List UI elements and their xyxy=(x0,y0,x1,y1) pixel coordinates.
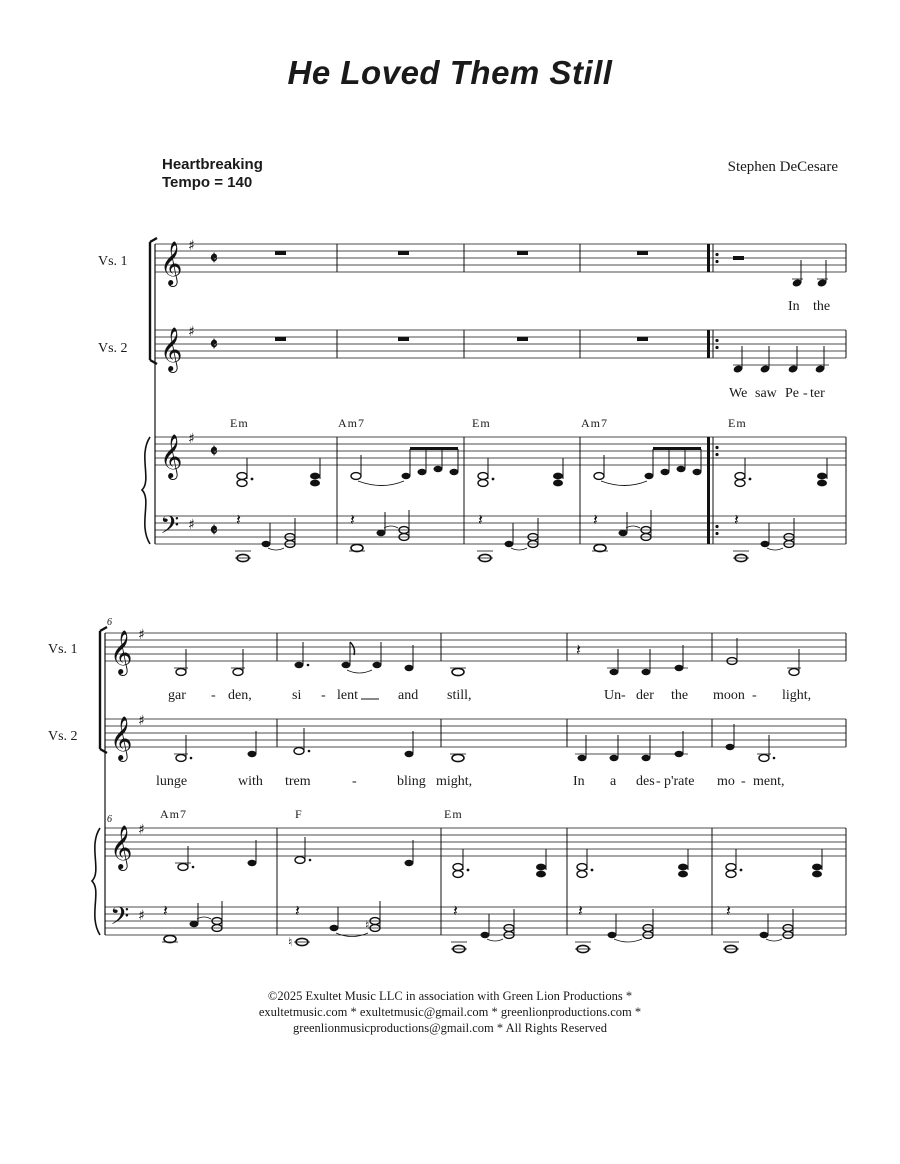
notes-voice-1-system-2 xyxy=(174,638,801,676)
lyric-v2: des xyxy=(636,774,655,789)
whole-rests xyxy=(275,251,744,341)
treble-clef-icon: 𝄞 xyxy=(160,327,183,371)
system-1 xyxy=(98,238,846,562)
measure-number: 6 xyxy=(107,814,112,825)
lyric-v1: si xyxy=(292,688,302,703)
notes-voice-2-m5 xyxy=(733,346,829,374)
quarter-rest-icon: 𝄽 xyxy=(734,510,739,529)
piano-brace xyxy=(142,437,150,544)
lyric-v1: light, xyxy=(782,688,812,703)
lyric-v1: and xyxy=(398,688,419,703)
tempo-bpm: Tempo = 140 xyxy=(162,174,253,191)
sharp-icon: ♯ xyxy=(188,517,195,533)
lyric-v1: gar xyxy=(168,688,186,703)
common-time-icon: 𝄵 xyxy=(210,249,218,269)
chord-symbol: Em xyxy=(444,807,463,821)
chord-symbol: Em xyxy=(230,416,249,430)
score-title: He Loved Them Still xyxy=(287,54,613,91)
piano-bass-notes-system-1 xyxy=(235,510,794,562)
quarter-rest-icon: 𝄽 xyxy=(350,510,355,529)
lyric-v1: still, xyxy=(447,688,472,703)
chord-symbol: Em xyxy=(728,416,747,430)
quarter-rest-icon: 𝄽 xyxy=(576,640,581,659)
sharp-icon: ♯ xyxy=(188,324,195,340)
chord-symbol: Am7 xyxy=(338,416,365,430)
bass-clef-icon: 𝄢 xyxy=(110,902,130,937)
copyright-footer xyxy=(0,988,900,1036)
lyric-v1: - xyxy=(752,688,757,703)
lyric-v2: - xyxy=(741,774,746,789)
treble-clef-icon: 𝄞 xyxy=(110,825,133,869)
sharp-icon: ♯ xyxy=(188,238,195,254)
lyric-v2: ment, xyxy=(753,774,785,789)
lyric-v2: trem xyxy=(285,774,311,789)
natural-icon: ♮ xyxy=(288,935,293,949)
lyric-v2: - xyxy=(352,774,357,789)
lyric-v2: - xyxy=(803,386,808,401)
lyric-v2: might, xyxy=(436,774,473,789)
common-time-icon: 𝄵 xyxy=(210,442,218,462)
quarter-rest-icon: 𝄽 xyxy=(478,510,483,529)
quarter-rest-icon: 𝄽 xyxy=(295,901,300,920)
staff-piano-treble xyxy=(155,437,846,465)
quarter-rest-icon: 𝄽 xyxy=(726,901,731,920)
lyric-v1: In xyxy=(788,299,800,314)
lyric-v2: ter xyxy=(810,386,825,401)
natural-icon: ♮ xyxy=(365,918,370,932)
composer-credit: Stephen DeCesare xyxy=(727,159,838,175)
footer-line: exultetmusic.com * exultetmusic@gmail.com * greenlionproductions.com * xyxy=(258,1005,642,1019)
lyrics-voice-1 xyxy=(168,688,811,703)
lyric-v1: the xyxy=(813,299,831,314)
lyric-v1: the xyxy=(671,688,689,703)
lyric-v2: bling xyxy=(397,774,426,789)
notes-voice-2-system-2 xyxy=(174,724,775,762)
part-label-voice-1: Vs. 1 xyxy=(48,642,78,657)
measure-number: 6 xyxy=(107,617,112,628)
lyric-v1: - xyxy=(211,688,216,703)
lyric-v1: - xyxy=(321,688,326,703)
chord-symbol: Am7 xyxy=(581,416,608,430)
treble-clef-icon: 𝄞 xyxy=(110,630,133,674)
treble-clef-icon: 𝄞 xyxy=(160,434,183,478)
lyric-v2: a xyxy=(610,774,617,789)
lyric-v1: der xyxy=(636,688,654,703)
lyric-v1: Un xyxy=(604,688,622,703)
sharp-icon: ♯ xyxy=(188,431,195,447)
sharp-icon: ♯ xyxy=(138,627,145,643)
chord-symbol: Em xyxy=(472,416,491,430)
bass-clef-icon: 𝄢 xyxy=(160,511,180,546)
lyric-v2: p'rate xyxy=(664,774,695,789)
common-time-icon: 𝄵 xyxy=(210,521,218,541)
piano-bass-notes-system-2 xyxy=(162,901,793,953)
quarter-rest-icon: 𝄽 xyxy=(593,510,598,529)
staff-voice-1 xyxy=(105,633,846,661)
notes-voice-1-m5 xyxy=(792,260,828,288)
part-label-voice-2: Vs. 2 xyxy=(98,341,128,356)
lyric-v2: In xyxy=(573,774,585,789)
sharp-icon: ♯ xyxy=(138,908,145,924)
part-label-voice-2: Vs. 2 xyxy=(48,729,78,744)
piano-treble-notes-system-2 xyxy=(175,837,822,877)
lyric-v1: moon xyxy=(713,688,745,703)
chord-symbol: F xyxy=(295,807,303,821)
common-time-icon: 𝄵 xyxy=(210,335,218,355)
staff-piano-treble xyxy=(105,828,846,856)
part-label-voice-1: Vs. 1 xyxy=(98,254,128,269)
lyric-v1: den, xyxy=(228,688,252,703)
lyric-v2: - xyxy=(656,774,661,789)
quarter-rest-icon: 𝄽 xyxy=(236,510,241,529)
lyric-v2: Pe xyxy=(785,386,799,401)
piano-brace xyxy=(92,828,100,935)
lyric-v1: lent xyxy=(337,688,358,703)
tempo-expression: Heartbreaking xyxy=(162,156,263,173)
system-2 xyxy=(48,617,846,953)
chord-symbol: Am7 xyxy=(160,807,187,821)
lyric-v2: mo xyxy=(717,774,735,789)
sharp-icon: ♯ xyxy=(138,822,145,838)
treble-clef-icon: 𝄞 xyxy=(110,716,133,760)
quarter-rest-icon: 𝄽 xyxy=(578,901,583,920)
quarter-rest-icon: 𝄽 xyxy=(163,901,168,920)
vocal-bracket xyxy=(100,627,107,753)
lyric-v2: saw xyxy=(755,386,777,401)
treble-clef-icon: 𝄞 xyxy=(160,241,183,285)
footer-line: greenlionmusicproductions@gmail.com * All Rights Reserved xyxy=(293,1021,607,1035)
lyric-v1: - xyxy=(621,688,626,703)
quarter-rest-icon: 𝄽 xyxy=(453,901,458,920)
repeat-start-barline xyxy=(707,244,719,544)
vocal-bracket xyxy=(150,238,157,364)
sharp-icon: ♯ xyxy=(138,713,145,729)
lyrics-voice-2 xyxy=(156,774,785,789)
lyric-v2: lunge xyxy=(156,774,188,789)
lyric-v2: We xyxy=(729,386,748,401)
footer-line: ©2025 Exultet Music LLC in association with Green Lion Productions * xyxy=(267,989,633,1003)
staff-voice-2 xyxy=(105,719,846,747)
staff-piano-bass xyxy=(155,516,846,544)
lyric-v2: with xyxy=(238,774,263,789)
piano-treble-notes-system-1 xyxy=(237,447,827,486)
